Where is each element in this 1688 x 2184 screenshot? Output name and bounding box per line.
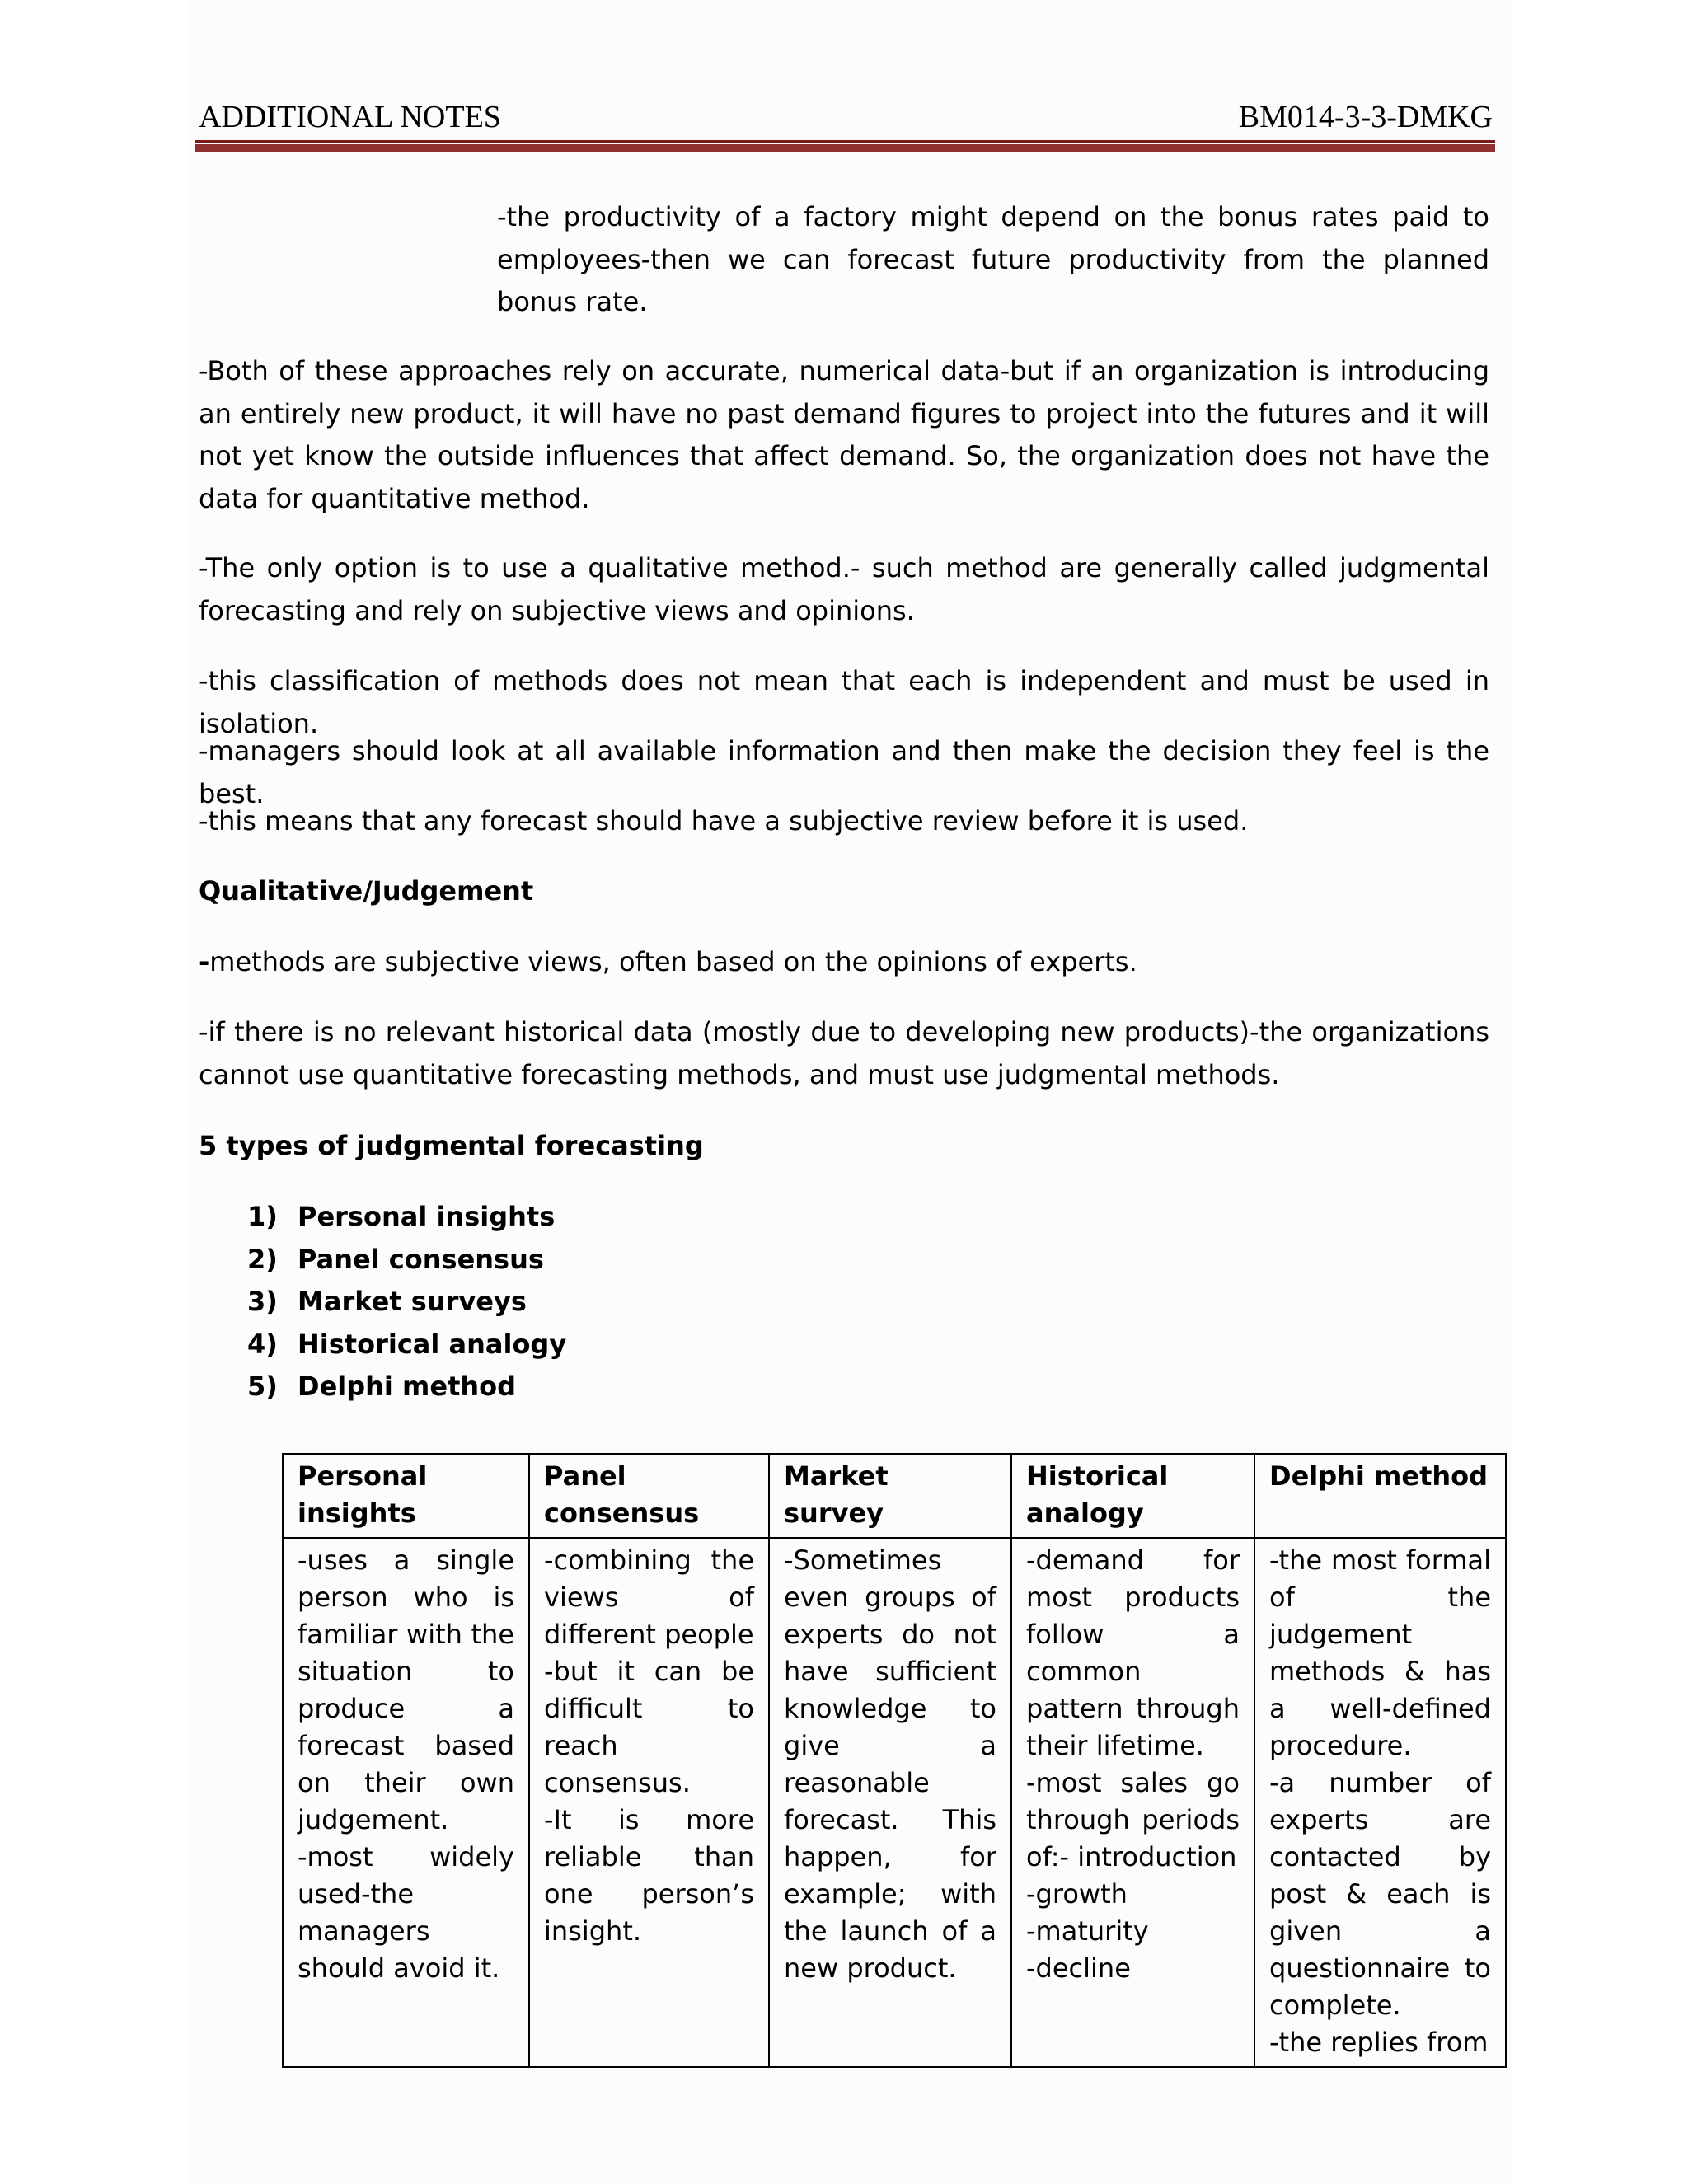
list-item-label: Delphi method bbox=[298, 1371, 517, 1402]
indented-paragraph: -the productivity of a factory might depend on the bonus rates paid to employees-then we can forecast future productivity from the planned bonus rate. bbox=[497, 201, 1489, 317]
table-cell-personal-insights bbox=[283, 1538, 529, 2067]
cell-line: -growth bbox=[1026, 1878, 1128, 1910]
paragraph-subjective-views-text: methods are subjective views, often based on the opinions of experts. bbox=[209, 946, 1137, 977]
list-item-number: 1) bbox=[247, 1201, 278, 1232]
cell-line: -Sometimes even groups of experts do not have sufficient knowledge to give a reasonable forecast. This happen, for example; with the launch of a new product. bbox=[784, 1544, 996, 1984]
paragraph-classification: -this classification of methods does not mean that each is independent and must be used in isolation. bbox=[199, 665, 1489, 739]
table-header-cell: Market survey bbox=[769, 1454, 1011, 1538]
cell-line: -combining the views of different people bbox=[544, 1544, 754, 1650]
table-header-row bbox=[283, 1454, 1506, 1538]
paragraph-qualitative-option: -The only option is to use a qualitative method.- such method are generally called judgmental forecasting and rely on subjective views and opinions. bbox=[199, 552, 1489, 626]
header-divider-thick bbox=[195, 144, 1495, 152]
table-header-cell: Personal insights bbox=[283, 1454, 529, 1538]
table-header-cell: Panel consensus bbox=[529, 1454, 769, 1538]
header-course-code: BM014-3-3-DMKG bbox=[1238, 100, 1493, 134]
list-item-label: Panel consensus bbox=[298, 1243, 544, 1275]
paragraph-managers: -managers should look at all available information and then make the decision they feel is the best. bbox=[199, 735, 1489, 809]
page-header bbox=[199, 97, 1493, 137]
list-item bbox=[247, 1324, 566, 1366]
cell-line: -It is more reliable than one person’s insight. bbox=[544, 1804, 754, 1947]
list-item bbox=[247, 1239, 566, 1282]
cell-line: -most widely used-the managers should avoid it. bbox=[298, 1841, 514, 1984]
table-row bbox=[283, 1538, 1506, 2067]
types-list bbox=[247, 1196, 566, 1408]
list-item-number: 2) bbox=[247, 1243, 278, 1275]
list-item bbox=[247, 1196, 566, 1239]
table-header-cell: Delphi method bbox=[1254, 1454, 1506, 1538]
cell-line: -the replies from bbox=[1269, 2027, 1489, 2058]
table-cell-market-survey bbox=[769, 1538, 1011, 2067]
cell-line: -the most formal of the judgement methods & has a well-defined procedure. bbox=[1269, 1544, 1491, 1761]
table-cell-delphi-method bbox=[1254, 1538, 1506, 2067]
list-item bbox=[247, 1281, 566, 1324]
list-item-number: 5) bbox=[247, 1371, 278, 1402]
paragraph-subjective-views bbox=[199, 941, 1489, 984]
list-item-label: Personal insights bbox=[298, 1201, 556, 1232]
cell-line: -a number of experts are contacted by post & each is given a questionnaire to complete. bbox=[1269, 1767, 1491, 2021]
cell-line: -maturity bbox=[1026, 1915, 1149, 1947]
list-item-label: Market surveys bbox=[298, 1286, 527, 1317]
paragraph-data-requirement: -Both of these approaches rely on accurate, numerical data-but if an organization is introducing an entirely new product, it will have no past demand figures to project into the futures and it will not yet know the outside influences that affect demand. So, the organization does not have the data for quantitative method. bbox=[199, 355, 1489, 514]
list-item bbox=[247, 1366, 566, 1408]
cell-line: -but it can be difficult to reach consensus. bbox=[544, 1656, 754, 1798]
bold-dash: - bbox=[199, 946, 210, 977]
cell-line: -decline bbox=[1026, 1952, 1131, 1984]
section-heading-types: 5 types of judgmental forecasting bbox=[199, 1130, 704, 1161]
paragraph-subjective-review: -this means that any forecast should have a subjective review before it is used. bbox=[199, 805, 1249, 837]
list-item-number: 3) bbox=[247, 1286, 278, 1317]
table-header-cell: Historical analogy bbox=[1011, 1454, 1254, 1538]
cell-line: -most sales go through periods of:- introduction bbox=[1026, 1767, 1240, 1872]
cell-line: -demand for most products follow a common pattern through their lifetime. bbox=[1026, 1544, 1240, 1761]
header-title: ADDITIONAL NOTES bbox=[199, 100, 501, 134]
section-heading-qualitative: Qualitative/Judgement bbox=[199, 875, 534, 907]
list-item-label: Historical analogy bbox=[298, 1328, 567, 1360]
paragraph-no-historical-data: -if there is no relevant historical data (mostly due to developing new products)-the organizations cannot use quantitative forecasting methods, and must use judgmental methods. bbox=[199, 1016, 1489, 1090]
list-item-number: 4) bbox=[247, 1328, 278, 1360]
forecasting-methods-table bbox=[282, 1453, 1507, 2068]
header-divider bbox=[195, 140, 1495, 143]
table-cell-historical-analogy bbox=[1011, 1538, 1254, 2067]
table-cell-panel-consensus bbox=[529, 1538, 769, 2067]
cell-line: -uses a single person who is familiar with the situation to produce a forecast based on their own judgement. bbox=[298, 1544, 514, 1835]
